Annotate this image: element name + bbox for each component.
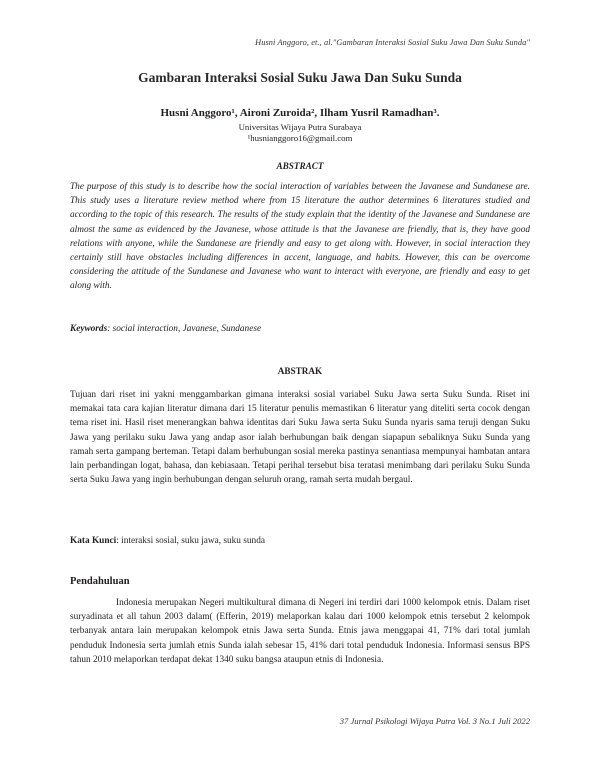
abstract-heading: ABSTRACT (276, 161, 324, 171)
abstrak-heading: ABSTRAK (277, 366, 323, 376)
page-footer: 37 Jurnal Psikologi Wijaya Putra Vol. 3 No.1 Juli 2022 (339, 716, 530, 726)
keywords (70, 322, 530, 336)
author-email: ¹husnianggoro16@gmail.com (247, 133, 353, 143)
affiliation: Universitas Wijaya Putra Surabaya (238, 122, 362, 132)
pendahuluan-text: Indonesia merupakan Negeri multikultural dimana di Negeri ini terdiri dari 1000 kelompok etnis. Dalam riset suryadinata et all tahun 2003 dalam( (Efferin, 2019) melaporkan kalau dari 1000 kelompok etnis tersebut 2 kelompok terbanyak antara lain merupakan kelompok etnis Jawa serta Sunda. Etnis jawa menggapai 41, 71% dari total jumlah penduduk Indonesia serta jumlah etnis Sunda ialah sebesar 15, 41% dari total penduduk Indonesia. Informasi sensus BPS tahun 2010 melaporkan terdapat dekat 1340 suku bangsa ataupun etnis di Indonesia. (70, 598, 530, 665)
running-header: Husni Anggoro, et., al."Gambaran Interaksi Sosial Suku Jawa Dan Suku Sunda" (255, 38, 530, 47)
abstrak-text: Tujuan dari riset ini yakni menggambarkan gimana interaksi sosial variabel Suku Jawa serta Suku Sunda. Riset ini memakai tata cara kajian literatur dimana dari 15 literatur penulis memastikan 6 literatur yang diteliti serta cocok dengan tema riset ini. Hasil riset menerangkan bahwa identitas dari Suku Jawa serta Suku Sunda nyaris sama teruji dengan Suku Jawa yang perilaku suku Jawa yang andap asor ialah berhubungan baik dengan siapapun sebaliknya Suku Sunda yang ramah serta gampang berteman. Tetapi dalam berhubungan sosial mereka pastinya senantiasa mempunyai hambatan antara lain perbandingan logat, bahasa, dan kebiasaan. Tetapi perihal tersebut bisa teratasi menimbang dari perilaku Suku Sunda serta Suku Jawa yang ingin berhubungan dengan seluruh orang, ramah serta mudah bergaul. (70, 390, 530, 486)
pendahuluan-heading: Pendahuluan (70, 576, 130, 587)
author-list: Husni Anggoro¹, Aironi Zuroida², Ilham Yusril Ramadhan³. (160, 107, 440, 119)
paper-title: Gambaran Interaksi Sosial Suku Jawa Dan Suku Sunda (138, 70, 462, 85)
keywords-label: Keywords (70, 324, 108, 334)
keywords-value: : social interaction, Javanese, Sundanese (107, 324, 262, 334)
abstract-text: The purpose of this study is to describe how the social interaction of variables between the Javanese and Sundanese are. This study uses a literature review method where from 15 literature the author determines 6 literatures studied and according to the topic of this research. The results of the study explain that the identity of the Javanese and Sundanese are almost the same as evidenced by the Javanese, whose attitude is that the Javanese are friendly, that is, they have good relations with anyone, while the Sundanese are friendly and easy to get along with. However, in social interaction they certainly still have obstacles including differences in accent, language, and habits. However, this can be overcome considering the attitude of the Sundanese and Javanese who want to interact with everyone, are friendly and easy to get along with. (70, 182, 530, 292)
kata-kunci-label: Kata Kunci (70, 536, 117, 546)
kata-kunci (70, 534, 530, 548)
kata-kunci-value: : interaksi sosial, suku jawa, suku sunda (116, 536, 265, 546)
